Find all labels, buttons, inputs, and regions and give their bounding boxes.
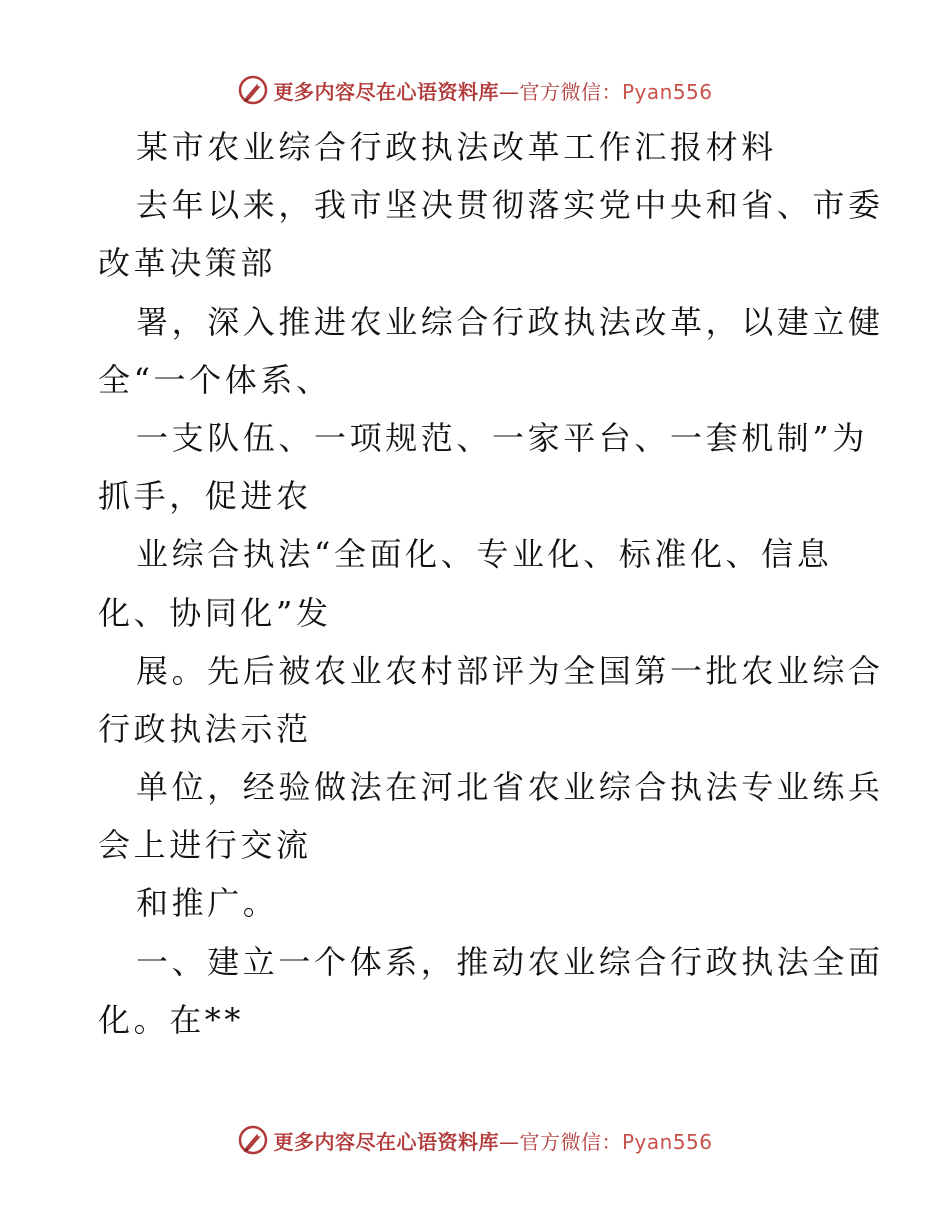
watermark-id: Pyan556	[621, 1129, 713, 1154]
text-line: 化。在**	[98, 1000, 245, 1039]
text-line: 去年以来，我市坚决贯彻落实党中央和省、市委	[136, 186, 884, 225]
watermark-title: 更多内容尽在心语资料库	[273, 1129, 499, 1154]
text-line: 业综合执法“全面化、专业化、标准化、信息	[136, 535, 833, 574]
text-line: 单位，经验做法在河北省农业综合执法专业练兵	[136, 768, 884, 807]
text-line: 全“一个体系、	[98, 360, 332, 399]
text-line: 改革决策部	[98, 244, 277, 283]
watermark-id: Pyan556	[621, 79, 713, 104]
pen-logo-icon	[237, 74, 269, 106]
text-line: 署，深入推进农业综合行政执法改革，以建立健	[136, 302, 884, 341]
text-line: 行政执法示范	[98, 709, 312, 748]
document-body	[98, 118, 884, 1049]
watermark-dash: —	[498, 1129, 520, 1154]
watermark-title: 更多内容尽在心语资料库	[273, 79, 499, 104]
watermark-label: 官方微信：	[519, 1129, 622, 1154]
watermark-label: 官方微信：	[519, 79, 622, 104]
text-line: 化、协同化”发	[98, 593, 332, 632]
text-line: 抓手，促进农	[98, 477, 312, 516]
watermark-footer	[0, 1120, 950, 1160]
text-line: 会上进行交流	[98, 826, 312, 865]
text-line: 和推广。	[136, 884, 279, 923]
text-line: 一支队伍、一项规范、一家平台、一套机制”为	[136, 418, 868, 457]
watermark-dash: —	[498, 79, 520, 104]
watermark-header	[0, 70, 950, 110]
pen-logo-icon	[237, 1124, 269, 1156]
text-line: 展。先后被农业农村部评为全国第一批农业综合	[136, 651, 884, 690]
document-title: 某市农业综合行政执法改革工作汇报材料	[136, 128, 777, 166]
section-heading: 一、建立一个体系，推动农业综合行政执法全面	[136, 942, 884, 981]
